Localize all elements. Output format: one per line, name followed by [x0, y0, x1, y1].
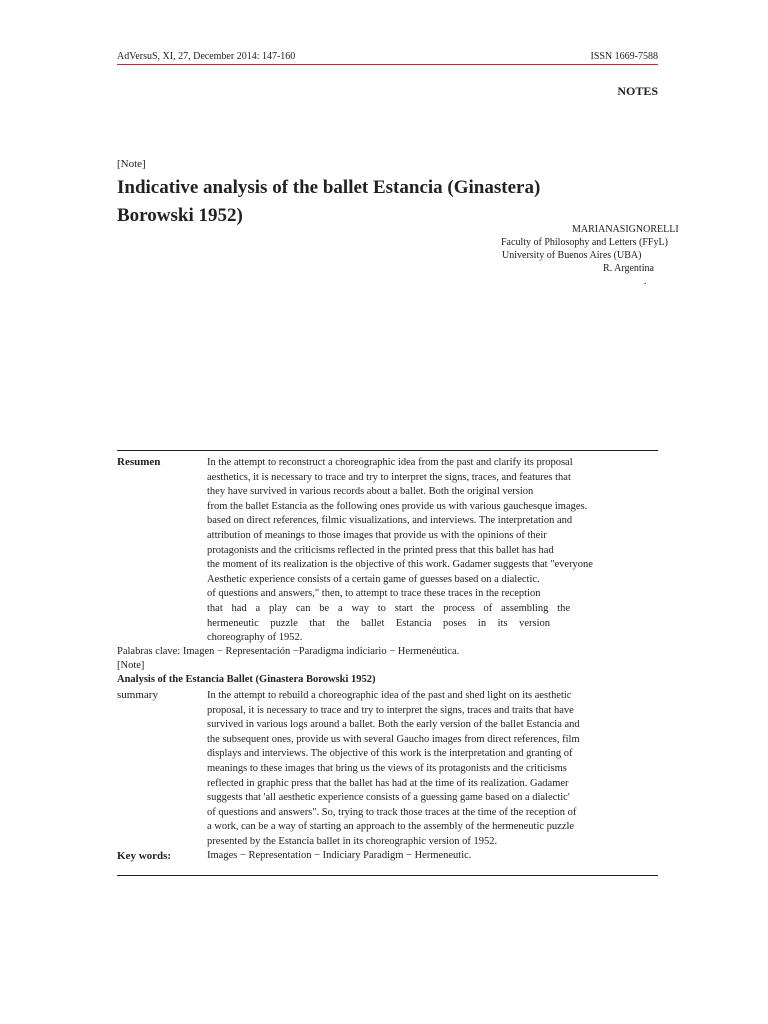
header-rule	[117, 64, 658, 65]
summary-line: In the attempt to rebuild a choreographic idea of the past and shed light on its aesthetic	[207, 690, 572, 701]
resumen-line: aesthetics, it is necessary to trace and try to interpret the signs, traces, and features that	[207, 471, 571, 483]
note-tag: [Note]	[117, 158, 146, 170]
resumen-line: attribution of meanings to those images that provide us with the opinions of their	[207, 529, 547, 541]
resumen-line: based on direct references, filmic visualizations, and interviews. The interpretation and	[207, 515, 573, 527]
resumen-line: they have survived in various records about a ballet. Both the original version	[207, 486, 534, 498]
summary-line: a work, can be a way of starting an approach to the assembly of the hermeneutic puzzle	[207, 821, 575, 833]
summary-line: of questions and answers". So, trying to track those traces at the time of the reception of	[207, 806, 577, 818]
resumen-line: the moment of its realization is the objective of this work. Gadamer suggests that "everyone	[207, 559, 593, 571]
article-title: Indicative analysis of the ballet Estancia (Ginastera) Borowski 1952)	[117, 177, 541, 226]
english-note-tag: [Note]	[117, 660, 145, 671]
key-words: Images − Representation − Indiciary Paradigm − Hermeneutic.	[207, 850, 472, 861]
summary-label: summary	[117, 689, 158, 701]
summary-line: reflected in graphic press that the ballet has had at the time of its realization. Gadamer	[207, 777, 569, 789]
resumen-text	[207, 456, 628, 646]
summary-line: meanings to these images that bring us the views of its protagonists and the criticisms	[207, 762, 567, 774]
author-affiliation-faculty: Faculty of Philosophy and Letters (FFyL)	[501, 237, 668, 248]
resumen-line: Aesthetic experience consists of a certain game of guesses based on a dialectic.	[207, 573, 540, 585]
english-title: Analysis of the Estancia Ballet (Ginastera Borowski 1952)	[117, 674, 376, 685]
summary-line: survived in various logs around a ballet. Both the early version of the ballet Estancia and	[207, 719, 580, 731]
issn-number: ISSN 1669-7588	[590, 51, 658, 62]
author-affiliation-university: University of Buenos Aires (UBA)	[502, 250, 642, 261]
resumen-line: from the ballet Estancia as the following ones provide us with various gauchesque images.	[207, 500, 588, 512]
resumen-line: that had a play can be a way to start the process of assembling the	[207, 602, 570, 614]
resumen-line: hermeneutic puzzle that the ballet Estancia poses in its version	[207, 617, 550, 629]
author-name: MARIANASIGNORELLI	[572, 224, 679, 235]
author-mark: .	[644, 276, 647, 287]
journal-citation: AdVersuS, XI, 27, December 2014: 147-160	[117, 51, 296, 62]
resumen-line: protagonists and the criticisms reflected in the printed press that this ballet has had	[207, 544, 554, 556]
author-country: R. Argentina	[603, 263, 654, 274]
resumen-line: In the attempt to reconstruct a choreographic idea from the past and clarify its proposal	[207, 457, 573, 468]
key-words-label: Key words:	[117, 850, 172, 862]
resumen-label: Resumen	[117, 456, 161, 468]
resumen-line: of questions and answers," then, to attempt to trace these traces in the reception	[207, 588, 541, 600]
summary-line: displays and interviews. The objective of this work is the interpretation and granting of	[207, 748, 573, 760]
summary-line: presented by the Estancia ballet in its choreographic version of 1952.	[207, 835, 498, 847]
summary-line: suggests that 'all aesthetic experience consists of a guessing game based on a dialectic'	[207, 792, 570, 804]
abstract-bottom-rule	[117, 875, 658, 876]
resumen-line: choreography of 1952.	[207, 632, 303, 644]
abstract-top-rule	[117, 450, 658, 451]
section-label: NOTES	[617, 84, 658, 98]
palabras-clave: Palabras clave: Imagen − Representación −Paradigma indiciario − Hermenéutica.	[117, 646, 460, 657]
summary-line: the subsequent ones, provide us with several Gaucho images from direct references, film	[207, 733, 580, 745]
summary-text	[207, 689, 628, 850]
summary-line: proposal, it is necessary to trace and try to interpret the signs, traces and traits that have	[207, 704, 574, 716]
